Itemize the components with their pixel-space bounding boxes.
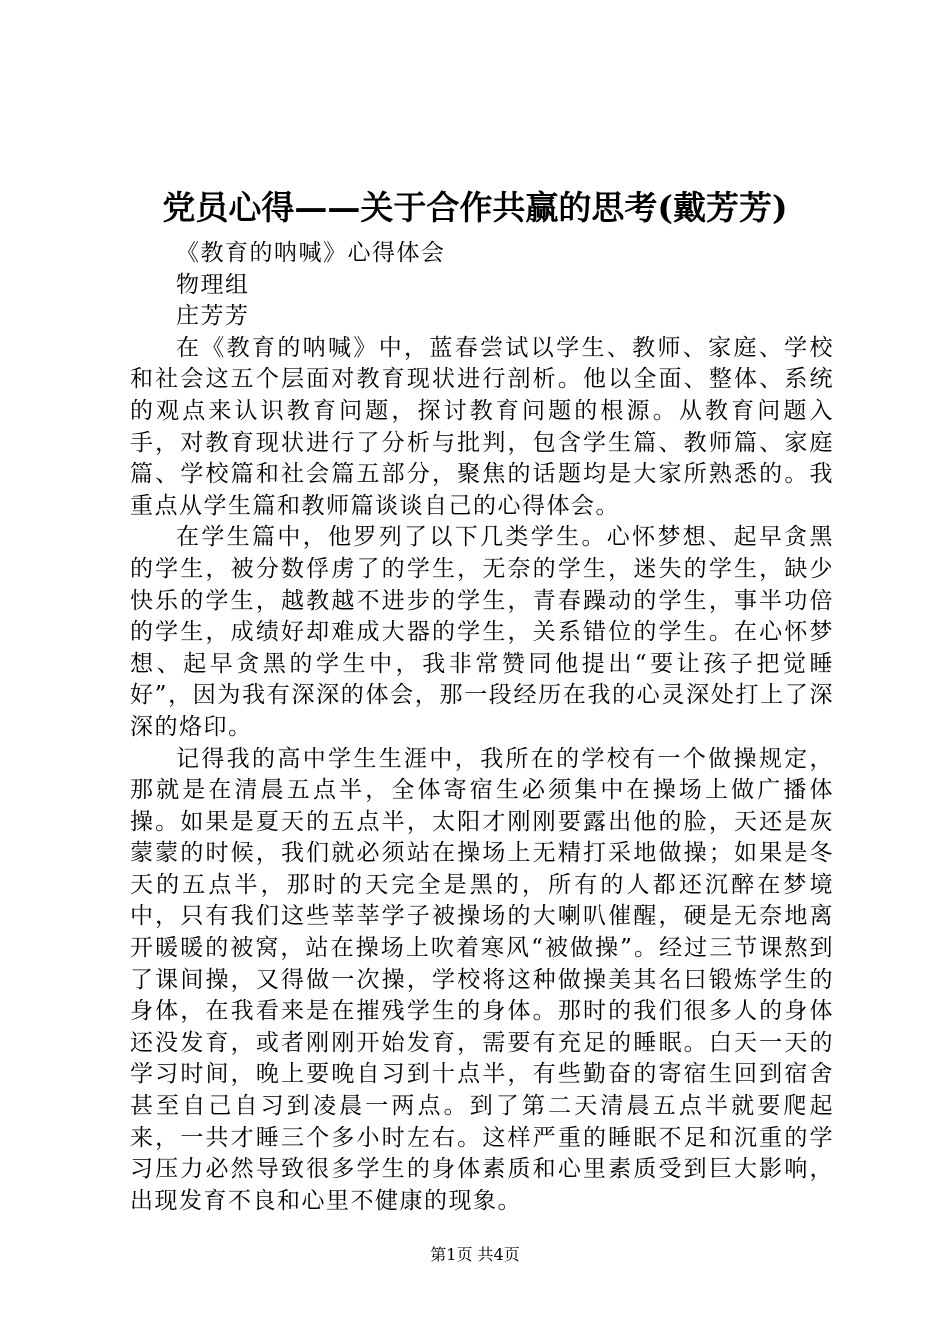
group-line: 物理组 (176, 271, 250, 298)
paragraph-3: 记得我的高中学生生涯中，我所在的学校有一个做操规定，那就是在清晨五点半，全体寄宿生必须集中在操场上做广播体操。如果是夏天的五点半，太阳才刚刚要露出他的脸，天还是灰蒙蒙的时候，我们就必须站在操场上无精打采地做操；如果是冬天的五点半，那时的天完全是黑的，所有的人都还沉醉在梦境中，只有我们这些莘莘学子被操场的大喇叭催醒，硬是无奈地离开暖暖的被窝，站在操场上吹着寒风“被做操”。经过三节课熬到了课间操，又得做一次操，学校将这种做操美其名曰锻炼学生的身体，在我看来是在摧残学生的身体。那时的我们很多人的身体还没发育，或者刚刚开始发育，需要有充足的睡眠。白天一天的学习时间，晚上要晚自习到十点半，有些勤奋的寄宿生回到宿舍甚至自己自习到凌晨一两点。到了第二天清晨五点半就要爬起来，一共才睡三个多小时左右。这样严重的睡眠不足和沉重的学习压力必然导致很多学生的身体素质和心里素质受到巨大影响，出现发育不良和心里不健康的现象。 (130, 745, 834, 1214)
document-body (130, 238, 834, 1217)
document-title: 党员心得——关于合作共赢的思考(戴芳芳) (162, 188, 788, 227)
paragraph-1: 在《教育的呐喊》中，蓝春尝试以学生、教师、家庭、学校和社会这五个层面对教育现状进行剖析。他以全面、整体、系统的观点来认识教育问题，探讨教育问题的根源。从教育问题入手，对教育现状进行了分析与批判，包含学生篇、教师篇、家庭篇、学校篇和社会篇五部分，聚焦的话题均是大家所熟悉的。我重点从学生篇和教师篇谈谈自己的心得体会。 (130, 334, 834, 519)
page-footer: 第1页 共4页 (430, 1245, 520, 1264)
author-line: 庄芳芳 (176, 303, 250, 330)
subtitle-line: 《教育的呐喊》心得体会 (176, 240, 446, 266)
paragraph-2: 在学生篇中，他罗列了以下几类学生。心怀梦想、起早贪黑的学生，被分数俘虏了的学生，无奈的学生，迷失的学生，缺少快乐的学生，越教越不进步的学生，青春躁动的学生，事半功倍的学生，成绩好却难成大器的学生，关系错位的学生。在心怀梦想、起早贪黑的学生中，我非常赞同他提出“要让孩子把觉睡好”，因为我有深深的体会，那一段经历在我的心灵深处打上了深深的烙印。 (130, 524, 834, 740)
